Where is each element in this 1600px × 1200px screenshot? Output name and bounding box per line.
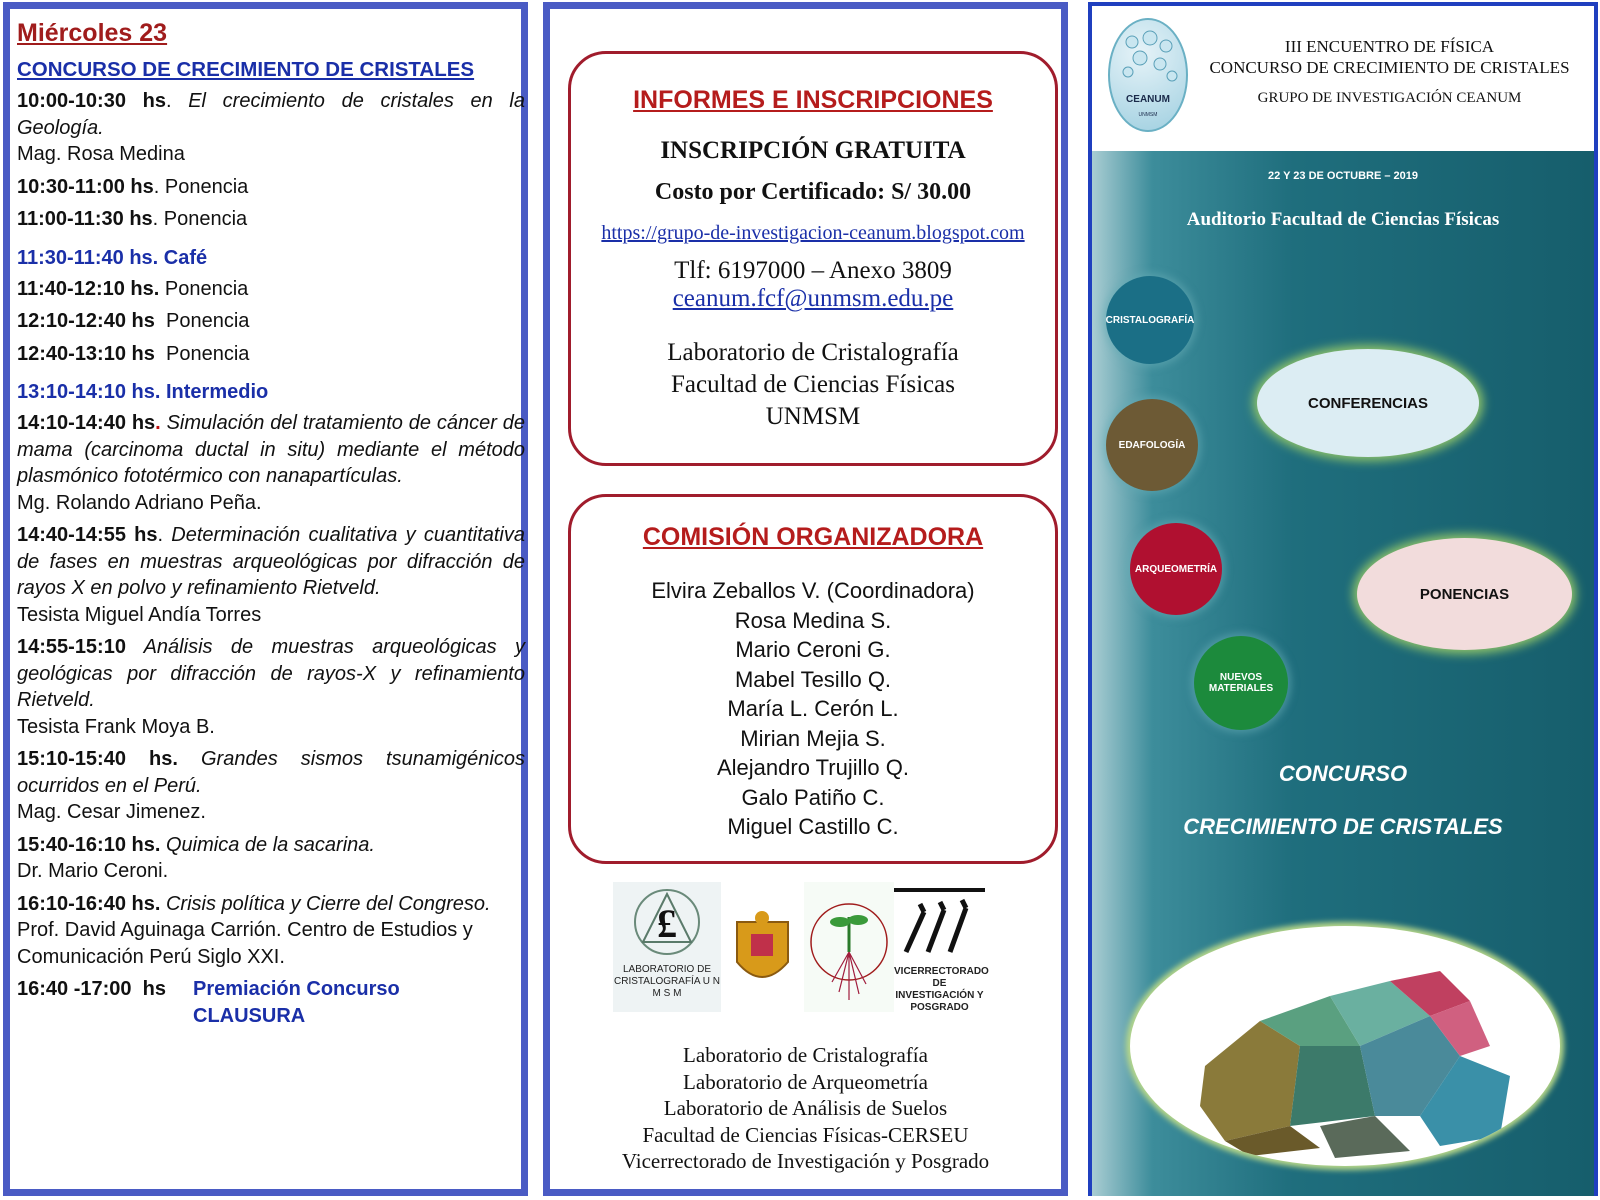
committee-member: Miguel Castillo C. [727, 814, 899, 839]
coffee-break: 11:30-11:40 hs. Café [17, 246, 208, 269]
program-item: 16:10-16:40 hs. Crisis política y Cierre del Congreso. Prof. David Aguinaga Carrión. Centro de Estudios y Comunicación Perú Siglo XXI. [17, 892, 491, 968]
blog-link[interactable]: https://grupo-de-investigacion-ceanum.blogspot.com [601, 222, 1025, 244]
topic-edafologia: EDAFOLOGÍA [1106, 399, 1198, 491]
registration-title: INFORMES E INSCRIPCIONES [633, 86, 993, 114]
registration-box [568, 51, 1058, 466]
program-item: 14:55-15:10 Análisis de muestras arqueológicas y geológicas por difracción de rayos-X y refinamiento Rietveld. Tesista Frank Moya B. [17, 636, 525, 738]
crystals-image [1130, 926, 1560, 1166]
email-link[interactable]: ceanum.fcf@unmsm.edu.pe [672, 285, 954, 312]
closing-item: 16:40 -17:00 hs Premiación Concurso CLAUSURA [17, 978, 400, 1027]
day-heading: Miércoles 23 [17, 19, 168, 47]
contest-line2: CRECIMIENTO DE CRISTALES [1183, 814, 1503, 839]
topic-cristalografia: CRISTALOGRAFÍA [1106, 276, 1194, 364]
lab-address: Laboratorio de Cristalografía Facultad de Ciencias Físicas UNMSM [667, 339, 959, 430]
cover-header [1092, 6, 1594, 151]
committee-title: COMISIÓN ORGANIZADORA [642, 523, 984, 551]
soil-lab-logo [804, 882, 894, 1012]
university-shield-logo [721, 882, 804, 1012]
vice-rectorate-logo: VICERRECTORADO DE INVESTIGACIÓN Y POSGRADO [894, 882, 985, 1012]
committee-member: Mario Ceroni G. [735, 637, 891, 662]
committee-member: Elvira Zeballos V. (Coordinadora) [651, 578, 975, 603]
program-item: 14:40-14:55 hs. Determinación cualitativa y cuantitativa de fases en muestras arqueológicas por difracción de rayos X en polvo y refinamiento Rietveld. Tesista Miguel Andía Torres [17, 524, 525, 626]
program-panel [3, 2, 528, 1196]
ponencias-oval: PONENCIAS [1357, 538, 1572, 650]
committee-member: Alejandro Trujillo Q. [717, 755, 909, 780]
program-item: 11:00-11:30 hs. Ponencia [17, 208, 248, 230]
committee-member: Mabel Tesillo Q. [734, 666, 892, 692]
logo-strip [613, 882, 989, 1013]
committee-box [568, 494, 1058, 864]
contest-heading: CONCURSO DE CRECIMIENTO DE CRISTALES [17, 58, 475, 81]
event-date: 22 Y 23 DE OCTUBRE – 2019 [1267, 170, 1418, 182]
cover-title: III ENCUENTRO DE FÍSICA CONCURSO DE CRECIMIENTO DE CRISTALES GRUPO DE INVESTIGACIÓN CEANUM [1209, 37, 1570, 106]
svg-text:£: £ [657, 901, 677, 946]
info-panel [543, 2, 1068, 1196]
program-item: 12:10-12:40 hs Ponencia [17, 310, 250, 332]
certificate-cost: Costo por Certificado: S/ 30.00 [654, 179, 972, 205]
free-registration: INSCRIPCIÓN GRATUITA [660, 137, 966, 164]
conferencias-oval: CONFERENCIAS [1257, 349, 1479, 457]
phone: Tlf: 6197000 – Anexo 3809 [674, 257, 952, 284]
committee-member: María L. Cerón L. [727, 696, 899, 721]
program-item: 15:40-16:10 hs. Quimica de la sacarina. Dr. Mario Ceroni. [17, 833, 375, 882]
program-item: 10:00-10:30 hs. El crecimiento de cristales en la Geología. Mag. Rosa Medina [17, 90, 525, 165]
event-venue: Auditorio Facultad de Ciencias Físicas [1186, 209, 1500, 230]
program-item: 12:40-13:10 hs Ponencia [17, 342, 250, 365]
lunch-break: 13:10-14:10 hs. Intermedio [17, 381, 269, 403]
cover-body [1092, 151, 1594, 1196]
topic-nuevos-materiales: NUEVOS MATERIALES [1194, 636, 1288, 730]
committee-member: Rosa Medina S. [734, 607, 892, 633]
topic-arqueometria: ARQUEOMETRÍA [1130, 523, 1222, 615]
program-item: 14:10-14:40 hs. Simulación del tratamiento de cáncer de mama (carcinoma ductal in situ) mediante el método plasmónico fototérmico con nanapartículas. Mg. Rolando Adriano Peña. [17, 412, 525, 514]
program-item: 11:40-12:10 hs. Ponencia [17, 277, 249, 300]
crystallography-lab-logo: £ LABORATORIO DE CRISTALOGRAFÍA U N M S M [613, 882, 721, 1012]
program-item: 15:10-15:40 hs. Grandes sismos tsunamigénicos ocurridos en el Perú. Mag. Cesar Jimenez. [17, 748, 525, 823]
cover-panel [1088, 2, 1598, 1196]
committee-list [571, 576, 1055, 842]
committee-member: Galo Patiño C. [741, 784, 885, 810]
committee-member: Mirian Mejia S. [740, 725, 886, 751]
program-item: 10:30-11:00 hs. Ponencia [17, 175, 249, 198]
institutions-list: Laboratorio de Cristalografía Laboratorio de Arqueometría Laboratorio de Análisis de Suelos Facultad de Ciencias Físicas-CERSEU Vicerrectorado de Investigación y Posgrado [621, 1043, 990, 1173]
contest-line1: CONCURSO [1278, 761, 1408, 786]
ceanum-logo: CEANUM UNMSM [1108, 18, 1188, 132]
